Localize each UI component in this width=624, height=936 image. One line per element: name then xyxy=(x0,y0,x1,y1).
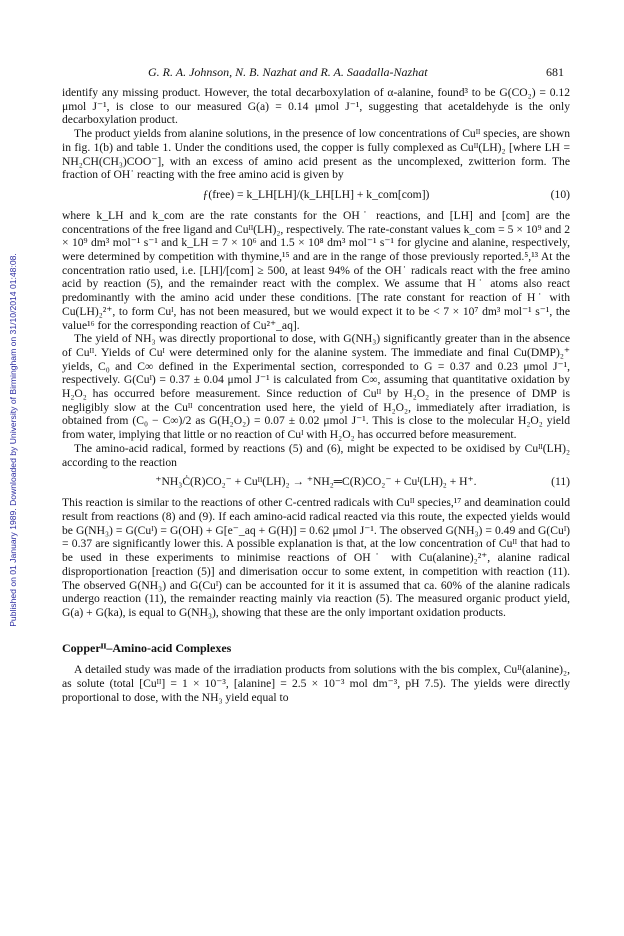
paragraph: This reaction is similar to the reactions of other C-centred radicals with Cuᴵᴵ species,¹⁷ and deamination could result from reactions (8) and (9). If each amino-acid radical reacted via this route, the expected yields would be G(NH₃) = G(Cuᴵ) = G(OH) + G[e⁻_aq + G(H)] = 0.62 μmol J⁻¹. The observed G(NH₃) = 0.49 and G(Cuᴵ) = 0.37 are significantly lower this. A possible explanation is that, at the low concentration of Cuᴵᴵ that had to be used in these experiments to minimise reactions of OH˙ with Cu(alanine)₂²⁺, alanine radical disproportionation [reaction (5)] and dimerisation occur to some extent, in competition with reaction (11). The observed G(NH₃) and G(Cuᴵ) can be accounted for it it is assumed that ca. 60% of the alanine radicals undergo reaction (11), the remainder reacting mainly via reaction (5). The measured organic product yield, G(a) + G(ka), is equal to G(NH₃), showing that these are the only important oxidation products. xyxy=(62,496,570,619)
equation-text: ⁺NH₃Ċ(R)CO₂⁻ + Cuᴵᴵ(LH)₂ → ⁺NH₂═C(R)CO₂⁻ + Cuᴵ(LH)₂ + H⁺. xyxy=(155,475,477,489)
paragraph: The yield of NH₃ was directly proportional to dose, with G(NH₃) significantly greater than in the absence of Cuᴵᴵ. Yields of Cuᴵ were determined only for the alanine system. The immediate and final Cu(DMP)₂⁺ yields, C₀ and C∞ defined in the Experimental section, corresponded to G = 0.37 and 0.23 μmol J⁻¹, respectively. G(Cuᴵ) = 0.37 ± 0.04 μmol J⁻¹ is calculated from C∞, assuming that quantitative oxidation by H₂O₂ has occurred before measurement. Since reduction of Cuᴵᴵ by H₂O₂ in the presence of DMP is negligibly slow at the Cuᴵᴵ concentration used here, the yield of H₂O₂, immediately after irradiation, is obtained from (C₀ − C∞)/2 as G(H₂O₂) = 0.07 ± 0.02 μmol J⁻¹. This is close to the molecular H₂O₂ yield from water, implying that little or no reaction of Cuᴵ with H₂O₂ has occurred before measurement. xyxy=(62,332,570,442)
paper-page xyxy=(62,66,570,704)
page-number: 681 xyxy=(546,65,564,79)
paragraph: The amino-acid radical, formed by reactions (5) and (6), might be expected to be oxidised by Cuᴵᴵ(LH)₂ according to the reaction xyxy=(62,441,570,469)
paragraph: A detailed study was made of the irradiation products from solutions with the bis complex, Cuᴵᴵ(alanine)₂, as solute (total [Cuᴵᴵ] = 1 × 10⁻³, [alanine] = 2.5 × 10⁻³ mol dm⁻³, pH 7.5). The yields were directly proportional to dose, with the NH₃ yield equal to xyxy=(62,663,570,704)
download-watermark xyxy=(6,160,20,720)
paragraph: identify any missing product. However, the total decarboxylation of α-alanine, found³ to be G(CO₂) = 0.12 μmol J⁻¹, is close to our measured G(a) = 0.14 μmol J⁻¹, suggesting that acetaldehyde is the only decarboxylation product. xyxy=(62,86,570,127)
equation-text: ƒ(free) = k_LH[LH]/(k_LH[LH] + k_com[com]) xyxy=(202,187,430,201)
download-notice: Published on 01 January 1989. Downloaded by University of Birmingham on 31/10/2014 01:48:08. xyxy=(8,253,18,627)
running-header xyxy=(62,66,570,80)
paragraph: The product yields from alanine solutions, in the presence of low concentrations of Cuᴵᴵ species, are shown in fig. 1(b) and table 1. Under the conditions used, the copper is fully complexed as Cuᴵᴵ(LH)₂ [where LH = NH₂CH(CH₃)COO⁻], with an excess of amino acid present as the uncomplexed, zwitterion form. The fraction of OH˙ reacting with the free amino acid is given by xyxy=(62,127,570,182)
equation-number: (11) xyxy=(551,475,570,489)
section-heading: Copperᴵᴵ–Amino-acid Complexes xyxy=(62,640,232,655)
equation-10 xyxy=(62,188,570,203)
equation-11 xyxy=(62,475,570,490)
header-authors: G. R. A. Johnson, N. B. Nazhat and R. A. Saadalla-Nazhat xyxy=(148,65,428,79)
paragraph: where k_LH and k_com are the rate constants for the OH˙ reactions, and [LH] and [com] are the concentrations of the free ligand and Cuᴵᴵ(LH)₂, respectively. The rate-constant values k_com = 5 × 10⁹ and 2 × 10⁹ dm³ mol⁻¹ s⁻¹ and k_LH = 7 × 10⁶ and 1.5 × 10⁸ dm³ mol⁻¹ s⁻¹ for glycine and alanine, respectively, were determined by competition with thymine,¹⁵ and are in the range of those previously reported.⁵,¹³ At the concentration ratio used, i.e. [LH]/[com] ≥ 500, at least 94% of the OH˙ radicals react with the free amino acid by reaction (5), and the remainder react with the complex. We assume that H˙ atoms also react predominantly with the amino acid under these conditions. [The rate constant for reaction of H˙ with Cu(LH)₂²⁺, to form Cuᴵ, has not been measured, but we would expect it to be < 7 × 10⁷ dm³ mol⁻¹ s⁻¹, the value¹⁶ for the corresponding reaction of Cu²⁺_aq]. xyxy=(62,208,570,332)
equation-number: (10) xyxy=(550,187,570,201)
